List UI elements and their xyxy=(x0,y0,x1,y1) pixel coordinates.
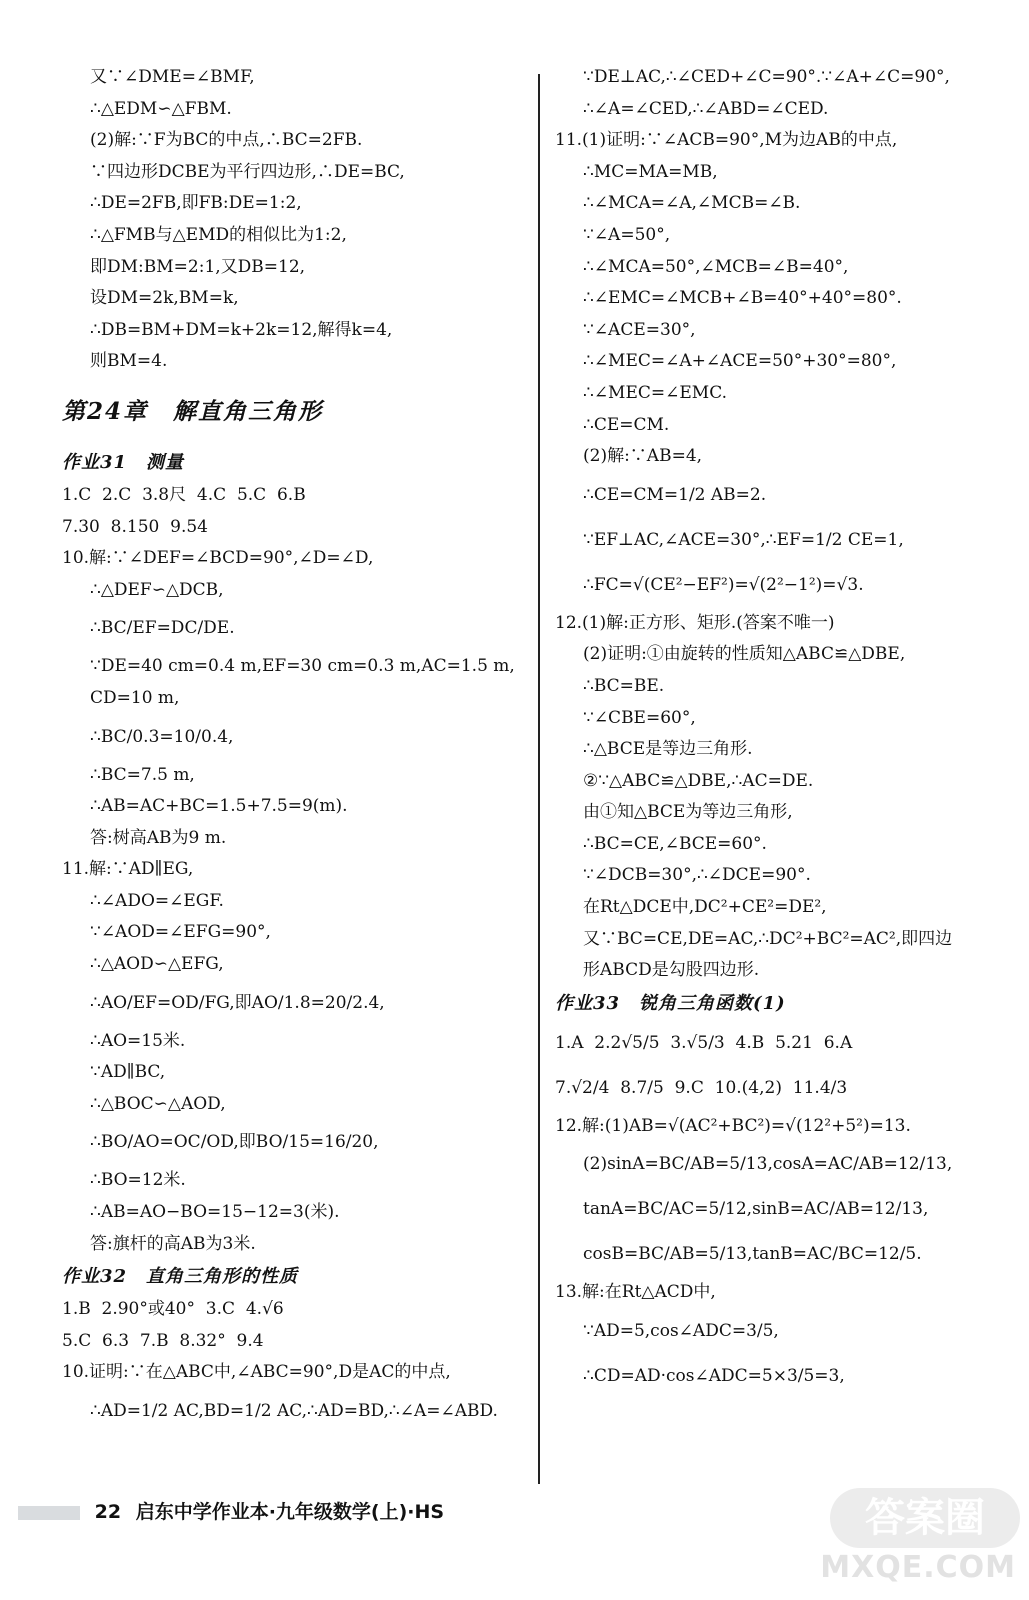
answer-line: ∴BC=CE,∠BCE=60°. xyxy=(583,833,767,854)
answer-line: (2)证明:①由旋转的性质知△ABC≌△DBE, xyxy=(583,644,906,665)
answer-line: ∴△AOD∽△EFG, xyxy=(90,954,224,975)
answer-line: ∴CD=AD·cos∠ADC=5×3/5=3, xyxy=(583,1366,845,1387)
answer-line: ②∵△ABC≌△DBE,∴AC=DE. xyxy=(583,770,814,791)
page-number: 22 xyxy=(94,1501,122,1523)
answer-line: ∴CE=CM=1/2 AB=2. xyxy=(583,484,767,505)
answer-line: ∴BO=12米. xyxy=(90,1170,186,1191)
answer-line: ∵∠CBE=60°, xyxy=(583,707,696,728)
left-column xyxy=(62,62,532,1434)
answer-line: 10.解:∵∠DEF=∠BCD=90°,∠D=∠D, xyxy=(62,548,374,569)
answer-line: ∴BO/AO=OC/OD,即BO/15=16/20, xyxy=(90,1132,379,1153)
answer-line: ∴∠MEC=∠EMC. xyxy=(583,382,727,403)
answer-line: ∵∠ACE=30°, xyxy=(583,319,696,340)
answer-line: ∴△BOC∽△AOD, xyxy=(90,1093,226,1114)
answer-line: ∵∠DCB=30°,∴∠DCE=90°. xyxy=(583,865,811,886)
section-heading: 作业32 直角三角形的性质 xyxy=(62,1266,299,1288)
answer-line: ∴DE=2FB,即FB:DE=1:2, xyxy=(90,193,302,214)
answer-line: ∴AB=AC+BC=1.5+7.5=9(m). xyxy=(90,796,348,817)
answer-line: 设DM=2k,BM=k, xyxy=(90,288,239,309)
answer-line: ∴∠EMC=∠MCB+∠B=40°+40°=80°. xyxy=(583,288,902,309)
answer-line: 12.解:(1)AB=√(AC²+BC²)=√(12²+5²)=13. xyxy=(555,1115,911,1136)
answer-line: ∴△DEF∽△DCB, xyxy=(90,579,224,600)
answer-line: ∵EF⊥AC,∠ACE=30°,∴EF=1/2 CE=1, xyxy=(583,529,904,550)
answer-line: 又∵BC=CE,DE=AC,∴DC²+BC²=AC²,即四边 xyxy=(583,928,953,949)
answer-line: ∴△EDM∽△FBM. xyxy=(90,98,232,119)
answer-line: 10.证明:∵在△ABC中,∠ABC=90°,D是AC的中点, xyxy=(62,1362,451,1383)
answer-line: 由①知△BCE为等边三角形, xyxy=(583,802,793,823)
answer-line: (2)解:∵F为BC的中点,∴BC=2FB. xyxy=(90,130,363,151)
answer-line: ∵∠A=50°, xyxy=(583,224,671,245)
answer-line: 则BM=4. xyxy=(90,351,168,372)
answer-line: ∴AB=AO−BO=15−12=3(米). xyxy=(90,1202,340,1223)
answer-line: 答:树高AB为9 m. xyxy=(90,827,227,848)
page-footer xyxy=(18,1497,444,1527)
book-title: 启东中学作业本·九年级数学(上)·HS xyxy=(135,1501,445,1523)
answer-line: ∴∠MCA=50°,∠MCB=∠B=40°, xyxy=(583,256,849,277)
right-column xyxy=(555,62,1015,1399)
answer-line: ∴BC=7.5 m, xyxy=(90,764,195,785)
answer-line: 即DM:BM=2:1,又DB=12, xyxy=(90,256,306,277)
answer-line: 形ABCD是勾股四边形. xyxy=(583,960,760,981)
watermark-url: MXQE.COM xyxy=(820,1550,1016,1585)
answer-line: ∴DB=BM+DM=k+2k=12,解得k=4, xyxy=(90,319,393,340)
answer-line: ∴AO=15米. xyxy=(90,1030,186,1051)
answer-line: 答:旗杆的高AB为3米. xyxy=(90,1233,256,1254)
answer-line: ∵DE⊥AC,∴∠CED+∠C=90°.∵∠A+∠C=90°, xyxy=(583,67,950,87)
watermark xyxy=(820,1488,1020,1598)
answer-line: ∴△FMB与△EMD的相似比为1:2, xyxy=(90,224,347,245)
answer-line: 1.A 2.2√5/5 3.√5/3 4.B 5.21 6.A xyxy=(555,1032,853,1053)
column-divider xyxy=(538,74,540,1484)
answer-line: 又∵∠DME=∠BMF, xyxy=(90,67,255,87)
answer-line: ∵AD=5,cos∠ADC=3/5, xyxy=(583,1321,779,1342)
answer-line: ∴FC=√(CE²−EF²)=√(2²−1²)=√3. xyxy=(583,574,864,595)
answer-line: 7.30 8.150 9.54 xyxy=(62,516,208,537)
answer-line: ∴MC=MA=MB, xyxy=(583,161,718,182)
answer-line: (2)sinA=BC/AB=5/13,cosA=AC/AB=12/13, xyxy=(583,1154,953,1175)
answer-line: 在Rt△DCE中,DC²+CE²=DE², xyxy=(583,897,827,918)
answer-line: ∴AD=1/2 AC,BD=1/2 AC,∴AD=BD,∴∠A=∠ABD. xyxy=(90,1401,498,1421)
chapter-heading: 第24章 解直角三角形 xyxy=(62,397,324,425)
answer-line: ∴CE=CM. xyxy=(583,414,670,435)
answer-line: (2)解:∵AB=4, xyxy=(583,446,703,467)
answer-line: ∴∠A=∠CED,∴∠ABD=∠CED. xyxy=(583,98,829,119)
answer-line: ∵∠AOD=∠EFG=90°, xyxy=(90,922,271,943)
answer-line: cosB=BC/AB=5/13,tanB=AC/BC=12/5. xyxy=(583,1244,922,1265)
section-heading: 作业33 锐角三角函数(1) xyxy=(555,992,786,1014)
answer-line: 7.√2/4 8.7/5 9.C 10.(4,2) 11.4/3 xyxy=(555,1077,848,1098)
answer-line: ∴AO/EF=OD/FG,即AO/1.8=20/2.4, xyxy=(90,992,385,1013)
answer-line: 1.C 2.C 3.8尺 4.C 5.C 6.B xyxy=(62,484,306,505)
answer-line: 5.C 6.3 7.B 8.32° 9.4 xyxy=(62,1330,264,1351)
answer-line: ∴∠MCA=∠A,∠MCB=∠B. xyxy=(583,193,801,214)
answer-line: 12.(1)解:正方形、矩形.(答案不唯一) xyxy=(555,612,835,633)
watermark-logo-text: 答案圈 xyxy=(830,1488,1020,1548)
answer-line: ∴BC=BE. xyxy=(583,675,665,696)
answer-line: ∵DE=40 cm=0.4 m,EF=30 cm=0.3 m,AC=1.5 m, xyxy=(90,656,515,677)
answer-line: ∴∠ADO=∠EGF. xyxy=(90,890,224,911)
answer-line: ∴BC/0.3=10/0.4, xyxy=(90,726,234,747)
answer-line: ∵四边形DCBE为平行四边形,∴DE=BC, xyxy=(90,161,405,182)
answer-line: 11.解:∵AD∥EG, xyxy=(62,859,194,880)
answer-line: ∴△BCE是等边三角形. xyxy=(583,739,753,760)
answer-line: 11.(1)证明:∵∠ACB=90°,M为边AB的中点, xyxy=(555,130,898,151)
answer-line: ∵AD∥BC, xyxy=(90,1062,166,1083)
answer-line: tanA=BC/AC=5/12,sinB=AC/AB=12/13, xyxy=(583,1199,929,1220)
answer-line: 1.B 2.90°或40° 3.C 4.√6 xyxy=(62,1299,284,1320)
section-heading: 作业31 测量 xyxy=(62,451,185,473)
answer-line: 13.解:在Rt△ACD中, xyxy=(555,1282,716,1303)
answer-line: CD=10 m, xyxy=(90,687,180,708)
answer-line: ∴BC/EF=DC/DE. xyxy=(90,618,235,639)
footer-bar xyxy=(18,1506,80,1520)
answer-line: ∴∠MEC=∠A+∠ACE=50°+30°=80°, xyxy=(583,351,897,372)
